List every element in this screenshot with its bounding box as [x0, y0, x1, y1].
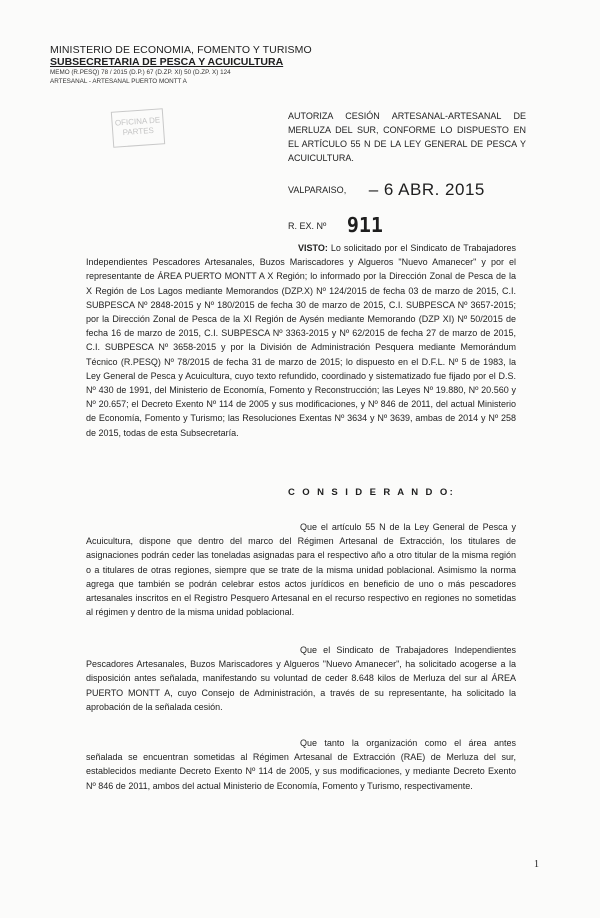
- considerando-paragraph-3: Que tanto la organización como el área antes señalada se encuentran sometidas al Régimen Artesanal de Extracción (RAE) de Merluza del sur, establecidos mediante Decreto Exento Nº 114 de 2005, y sus modificaciones, y mediante Decreto Exento Nº 846 de 2011, ambos del actual Ministerio de Economía, Fomento y Turismo, respectivamente.: [86, 738, 516, 791]
- visto-section: [86, 241, 516, 440]
- resolution-title: AUTORIZA CESIÓN ARTESANAL-ARTESANAL DE MERLUZA DEL SUR, CONFORME LO DISPUESTO EN EL ARTÍCULO 55 N DE LA LEY GENERAL DE PESCA Y ACUICULTURA.: [288, 111, 526, 163]
- considerando-heading: C O N S I D E R A N D O:: [288, 487, 456, 498]
- office-stamp: OFICINA DE PARTES: [111, 108, 165, 148]
- visto-text: Lo solicitado por el Sindicato de Trabajadores Independientes Pescadores Artesanales, Buzos Mariscadores y Algueros "Nuevo Amanecer" y por el representante de ÁREA PUERTO MONTT A X Región; lo informado por la Dirección Zonal de Pesca de la X Región de Los Lagos mediante Memorandos (DZP.X) Nº 124/2015 de fecha 03 de marzo de 2015, C.I. SUBPESCA Nº 2848-2015 y Nº 180/2015 de fecha 30 de marzo de 2015, C.I. SUBPESCA Nº 3657-2015; por la Dirección Zonal de Pesca de la XI Región de Aysén mediante Memorando (DZP XI) Nº 50/2015 de fecha 16 de marzo de 2015, C.I. SUBPESCA Nº 3363-2015 y Nº 62/2015 de fecha 27 de marzo de 2015, C.I. SUBPESCA Nº 3658-2015 y por la División de Administración Pesquera mediante Memorándum Técnico (R.PESQ) Nº 78/2015 de fecha 31 de marzo de 2015; lo dispuesto en el D.F.L. Nº 5 de 1983, la Ley General de Pesca y Acuicultura, cuyo texto refundido, coordinado y sistematizado fue fijado por el D.S. Nº 430 de 1991, del Ministerio de Economía, Fomento y Reconstrucción; las Leyes Nº 19.880, Nº 20.560 y Nº 20.657; el Decreto Exento Nº 114 de 2005 y sus modificaciones, y Nº 846 de 2011, del actual Ministerio de Economía, Fomento y Turismo; las Resoluciones Exentas Nº 3634 y Nº 3639, ambas de 2014 y Nº 258 de 2015, todas de esta Subsecretaría.: [86, 243, 516, 438]
- memo-reference-line: MEMO (R.PESQ) 78 / 2015 (D.P.) 67 (D.ZP. XI) 50 (D.ZP. X) 124: [50, 69, 231, 76]
- memo-reference-line-2: ARTESANAL - ARTESANAL PUERTO MONTT A: [50, 77, 187, 85]
- considerando-paragraph-2: Que el Sindicato de Trabajadores Independientes Pescadores Artesanales, Buzos Mariscadores y Algueros "Nuevo Amanecer", ha solicitado acogerse a la disposición antes señalada, manifestando su voluntad de ceder 8.648 kilos de Merluza del sur al ÁREA PUERTO MONTT A, cuyo Consejo de Administración, a través de su representante, ha solicitado la aprobación de la señalada cesión.: [86, 645, 516, 712]
- rex-label: R. EX. Nº: [288, 221, 327, 231]
- subsecretariat-name: SUBSECRETARIA DE PESCA Y ACUICULTURA: [50, 56, 284, 68]
- date-line: [288, 178, 485, 198]
- rex-number: 911: [346, 213, 383, 237]
- ministry-name: MINISTERIO DE ECONOMIA, FOMENTO Y TURISMO: [50, 44, 312, 56]
- page-number: 1: [534, 859, 539, 870]
- considerando-paragraph-1: Que el artículo 55 N de la Ley General de Pesca y Acuicultura, dispone que dentro del marco del Régimen Artesanal de Extracción, los titulares de asignaciones podrán ceder las toneladas asignadas para el respectivo año a otro titular de la misma región o a titulares de otras regiones, siempre que se trate de la misma unidad poblacional. Asimismo la norma agrega que también se podrán celebrar estos actos jurídicos en beneficio de uno o más pescadores artesanales inscritos en el Registro Pesquero Artesanal en el recurso respectivo en regiones no sometidas al régimen y dentro de la misma unidad poblacional.: [86, 522, 516, 618]
- visto-label: VISTO:: [298, 243, 328, 253]
- letterhead: [50, 44, 312, 86]
- resolution-number-line: [288, 210, 383, 237]
- date-stamp: – 6 ABR. 2015: [368, 180, 485, 199]
- place-label: VALPARAISO,: [288, 185, 347, 195]
